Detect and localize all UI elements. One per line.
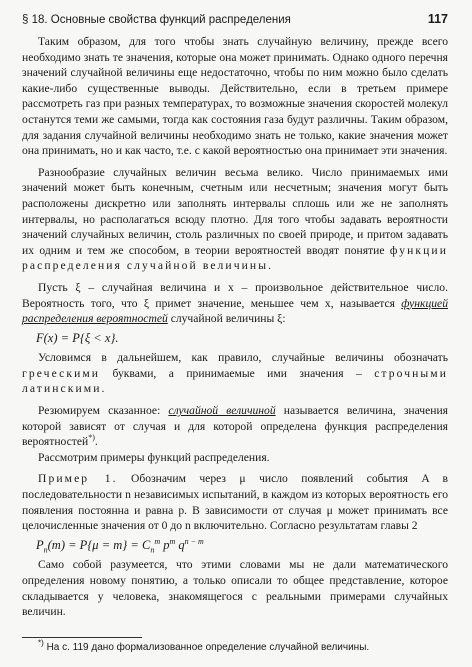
footnote-marker: *)	[88, 433, 95, 443]
running-header	[22, 12, 448, 34]
formula-binomial: $P_n(m) = P\{\mu = m\} = C_n^m$ $p^m$ $q^{n - m}$	[36, 536, 204, 555]
spaced-term: функции распределения случайной величины	[22, 243, 449, 273]
paragraph-text: Обозначим через μ число появлений события A в последовательности n независимых испытаний, в каждом из которых вероятность его появления постоянна и равна p. В зависимости от случая μ может принимать все целочисленные значения от 0 до n включительно. Согласно результатам главы 2	[22, 472, 448, 533]
paragraph: Таким образом, для того чтобы знать случайную величину, прежде всего необходимо знать те значения, которые она может принимать. Однако одного перечня значений случайной величины еще недостаточно, чтобы по ним можно было сделать какие-либо существенные выводы. Действительно, если в третьем примере рассмотреть газ при разных температурах, то возможные значения скоростей молекул останутся теми же самыми, тогда как состояния газа будут различны. Таким образом, для задания случайной величины необходимо знать не только, какие значения может она принимать, но и как часто, т.е. с какой вероятностью она принимает эти значения.	[22, 35, 448, 158]
paragraph-text: случайной величины ξ:	[170, 312, 286, 326]
formula-distribution-function: F(x) = P{ξ < x}.	[36, 330, 119, 345]
paragraph	[22, 471, 448, 533]
footnote-marker: *)	[38, 638, 44, 648]
paragraph-text: Пусть ξ – случайная величина и x – произвольное действительное число. Вероятность того, что ξ примет значение, меньшее чем x, называется	[22, 280, 448, 310]
paragraph	[22, 350, 448, 397]
body-text	[22, 34, 448, 620]
paragraph	[22, 280, 448, 327]
paragraph-text: называется величина, значения которой зависят от случая и для которой определена функция распределения вероятностей	[22, 404, 449, 449]
paragraph-text: Условимся в дальнейшем, как правило, случайные величины обозначать	[38, 351, 448, 365]
paragraph-text: Разнообразие случайных величин весьма велико. Число принимаемых ими значений может быть конечным, счетным или несчетным; значения могут быть расположены дискретно или заполнять интервалы сплошь или же не заполнять интервалы, но располагаться всюду плотно. Для того чтобы задавать вероятности значений случайных величин, столь различных по своей природе, и притом задавать их одним и тем же способом, в теории вероятностей вводят понятие	[22, 165, 448, 257]
footnote-text: На с. 119 дано формализованное определение случайной величины.	[46, 642, 370, 653]
page-number: 117	[427, 12, 448, 26]
section-title: § 18. Основные свойства функций распределения	[22, 14, 291, 26]
paragraph: Рассмотрим примеры функций распределения.	[38, 450, 270, 464]
paragraph: Разнообразие случайных величин весьма велико. Число принимаемых ими значений может быть конечным, счетным или несчетным; значения могут быть расположены дискретно или заполнять интервалы сплошь или же не заполнять интервалы, но располагаться всюду плотно. Для того чтобы задавать вероятности значений случайных величин, столь различных по своей природе, и притом задавать их одним и тем же способом, в теории вероятностей вводят понятие функции распределения случайной величины.	[22, 165, 449, 273]
paragraph-text: буквами, а принимаемые ими значения –	[112, 366, 362, 380]
paragraph-text: Резюмируем сказанное:	[38, 404, 161, 418]
defined-term: случайной величиной	[168, 404, 276, 418]
spaced-term: греческими	[22, 366, 101, 380]
paragraph: Резюмируем сказанное: случайной величиной называется величина, значения которой зависят от случая и для которой определена функция распределения вероятностей*).	[22, 404, 449, 449]
defined-term: функцией распределения вероятностей	[22, 296, 448, 326]
footnote	[38, 638, 370, 653]
example-label: Пример 1.	[38, 472, 118, 486]
spaced-term: строчными латинскими.	[22, 366, 449, 396]
paragraph: Само собой разумеется, что этими словами мы не дали математического определения новому понятию, а только описали то общее представление, которое складывается у человека, знакомящегося с реальными примерами случайных величин.	[22, 558, 448, 619]
